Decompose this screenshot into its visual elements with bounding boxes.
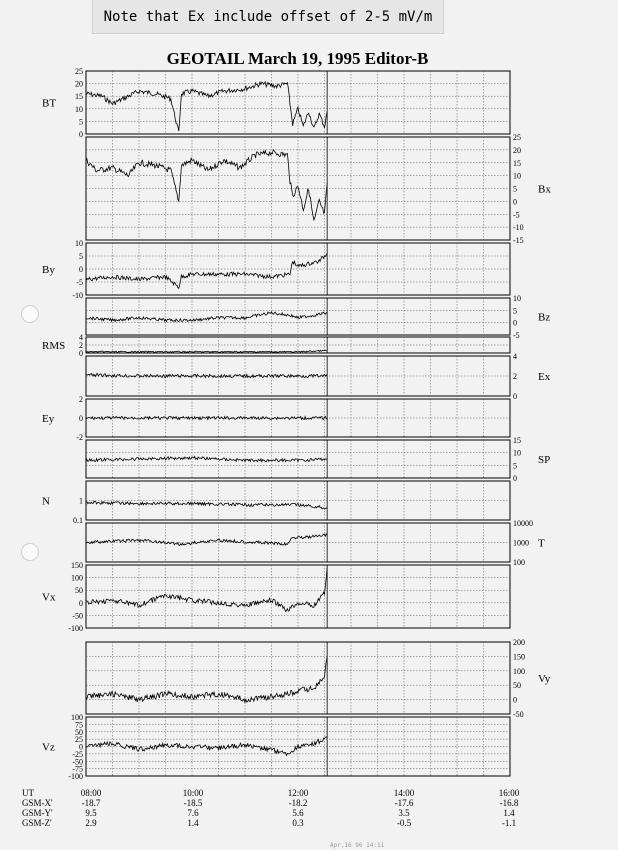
panel-vy-label: Vy (538, 673, 551, 685)
panel-ey-tick-label: -2 (76, 433, 83, 442)
panel-ey-tick-label: 2 (79, 395, 83, 404)
panel-by-tick-label: 5 (79, 252, 83, 261)
panel-ex-series-line (86, 374, 327, 378)
panel-bx-tick-label: 10 (513, 171, 521, 181)
panel-bx-tick-label: 5 (513, 184, 517, 194)
axis-row-gsmx-value: -16.8 (499, 798, 519, 808)
axis-row-gsmy-value: 9.5 (85, 808, 97, 818)
panel-bt-tick-label: 25 (75, 67, 83, 76)
panel-bt-label: BT (42, 97, 57, 110)
panel-sp-tick-label: 10 (513, 448, 521, 458)
axis-row-ut-value: 12:00 (287, 788, 309, 798)
axis-row-ut-value: 14:00 (393, 788, 415, 798)
panel-bx-tick-label: 15 (513, 158, 521, 168)
axis-row-ut-value: 08:00 (80, 788, 102, 798)
panel-t-tick-label: 1000 (513, 538, 529, 548)
panel-ex-tick-label: 4 (513, 352, 517, 361)
panel-by-tick-label: -10 (72, 291, 83, 300)
panel-bx-label: Bx (538, 183, 551, 196)
panel-sp-tick-label: 0 (513, 474, 517, 483)
panel-vz-tick-label: 100 (71, 713, 83, 722)
panel-bt-tick-label: 5 (79, 117, 83, 127)
panel-bx-tick-label: -5 (513, 210, 520, 220)
panel-vx-tick-label: -50 (72, 611, 83, 621)
axis-row-gsmy-value: 3.5 (398, 808, 410, 818)
axis-row-gsmx-value: -18.5 (183, 798, 203, 808)
panel-by-series-line (86, 253, 327, 288)
panel-n-label: N (42, 495, 50, 508)
panel-bx-tick-label: 25 (513, 133, 521, 142)
panel-vz-tick-label: 75 (75, 720, 83, 730)
axis-row-ut-label: UT (22, 788, 34, 798)
panel-rms-tick-label: 4 (79, 333, 83, 342)
panel-bz-tick-label: 0 (513, 318, 517, 328)
panel-by-label: By (42, 264, 55, 276)
panel-ex-label: Ex (538, 371, 551, 383)
panel-ex-tick-label: 0 (513, 392, 517, 401)
axis-row-gsmy-value: 7.6 (187, 808, 199, 818)
axis-row-gsmz-value: -0.5 (396, 818, 412, 828)
panel-vx-tick-label: 100 (71, 573, 83, 583)
panel-vz-label: Vz (42, 741, 55, 754)
panel-bx-series-line (86, 150, 327, 220)
panel-vz-tick-label: 0 (79, 742, 83, 752)
panel-n-tick-label: 1 (79, 496, 83, 506)
panel-bz-tick-label: -5 (513, 331, 520, 340)
panel-vx-label: Vx (42, 591, 56, 604)
panel-bt-tick-label: 20 (75, 79, 83, 89)
axis-row-gsmx-value: -18.7 (81, 798, 101, 808)
axis-row-gsmz-value: -1.1 (501, 818, 517, 828)
panel-sp-tick-label: 15 (513, 436, 521, 445)
panel-n-tick-label: 0.1 (73, 516, 83, 525)
panel-sp-series-line (86, 457, 327, 462)
panel-vx-tick-label: 150 (71, 561, 83, 570)
panel-vz-series-line (86, 737, 327, 756)
panel-bz-tick-label: 10 (513, 294, 521, 303)
panel-bx-tick-label: 0 (513, 197, 517, 207)
panel-rms-tick-label: 0 (79, 349, 83, 358)
panel-bx-tick-label: 20 (513, 145, 521, 155)
axis-row-gsmx-value: -18.2 (288, 798, 308, 808)
panel-by-tick-label: 0 (79, 265, 83, 274)
panel-vz-tick-label: -25 (72, 749, 83, 759)
panel-vy-tick-label: -50 (513, 710, 524, 719)
panel-vy-tick-label: 200 (513, 638, 525, 647)
axis-row-ut-value: 16:00 (498, 788, 520, 798)
panel-sp-label: SP (538, 454, 551, 466)
axis-row-ut-value: 10:00 (182, 788, 204, 798)
panel-vz-tick-label: -50 (72, 757, 83, 767)
axis-row-gsmy-value: 1.4 (503, 808, 515, 818)
panel-t-label: T (538, 537, 545, 550)
panel-vy-tick-label: 50 (513, 681, 521, 691)
panel-bt-tick-label: 0 (79, 130, 83, 139)
panel-vx-tick-label: -100 (68, 624, 83, 633)
axis-row-gsmz-label: GSM-Z' (22, 818, 52, 828)
axis-row-gsmy-value: 5.6 (292, 808, 304, 818)
panel-t-tick-label: 100 (513, 558, 525, 567)
panel-t-series-line (86, 534, 327, 546)
axis-row-gsmy-label: GSM-Y' (22, 808, 53, 818)
panel-vx-series-line (86, 568, 327, 612)
panel-bz-tick-label: 5 (513, 306, 517, 316)
panel-bt-tick-label: 15 (75, 92, 83, 102)
chart-title: GEOTAIL March 19, 1995 Editor-B (166, 49, 429, 68)
panel-vx-tick-label: 0 (79, 598, 83, 608)
panel-vy-tick-label: 0 (513, 695, 517, 705)
panel-vz-tick-label: -100 (68, 772, 83, 781)
panel-t-tick-label: 10000 (513, 519, 533, 528)
panel-vz-tick-label: 50 (75, 727, 83, 737)
axis-row-gsmx-label: GSM-X' (22, 798, 53, 808)
panel-bz-label: Bz (538, 311, 551, 324)
panel-vz-tick-label: -75 (72, 764, 83, 774)
panel-bt-tick-label: 10 (75, 104, 83, 114)
panel-vy-series-line (86, 656, 327, 702)
panel-bx-tick-label: -15 (513, 236, 524, 245)
axis-row-gsmx-value: -17.6 (394, 798, 414, 808)
panel-rms-tick-label: 2 (79, 341, 83, 350)
axis-row-gsmz-value: 1.4 (187, 818, 199, 828)
panel-by-tick-label: -5 (76, 278, 83, 287)
panel-vy-tick-label: 100 (513, 666, 525, 676)
axis-row-gsmz-value: 0.3 (292, 818, 304, 828)
footer-stamp: Apr.16 96 14:11 (330, 842, 385, 849)
panel-rms-label: RMS (42, 340, 66, 352)
panel-bz-series-line (86, 312, 327, 322)
panel-by-tick-label: 10 (75, 239, 83, 248)
panel-bx-tick-label: -10 (513, 223, 524, 233)
panel-vz-tick-label: 25 (75, 735, 83, 745)
panel-sp-tick-label: 5 (513, 461, 517, 471)
panel-rms-series-line (86, 350, 327, 352)
axis-row-gsmz-value: 2.9 (85, 818, 97, 828)
panel-ex-tick-label: 2 (513, 372, 517, 381)
panel-n-series-line (86, 501, 327, 509)
panel-vx-tick-label: 50 (75, 586, 83, 596)
panel-bt-series-line (86, 82, 327, 131)
panel-ey-tick-label: 0 (79, 414, 83, 423)
panel-vy-tick-label: 150 (513, 652, 525, 662)
offset-note: Note that Ex include offset of 2-5 mV/m (92, 0, 444, 34)
panel-ey-label: Ey (42, 413, 55, 425)
